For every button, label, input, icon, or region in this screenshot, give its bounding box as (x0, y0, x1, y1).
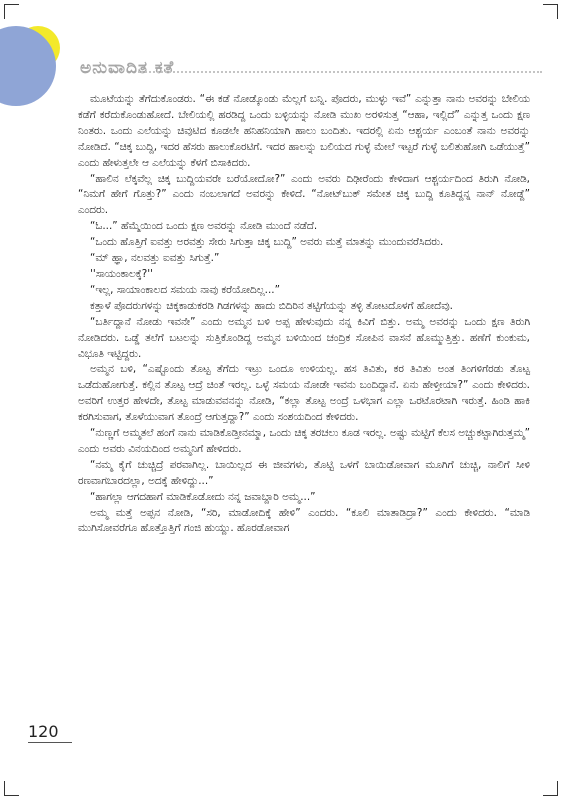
corner-decoration (0, 26, 62, 106)
paragraph: “ನಮ್ಮ ಕೈಗೆ ಚುಚ್ಚಿದ್ರೆ ಪರವಾಗಿಲ್ಲ. ಬಾಯಿಲ್ಲದ ಈ ಜೀವಗಳು, ತೊಟ್ಟಿ ಒಳಗೆ ಬಾಯಿಡೋವಾಗ ಮೂಗಿಗೆ ಚುಚ್ಚಿ, ನಾಲಿಗೆ ಸೀಳಿ ರಣವಾಗಬಾರದಲ್ಲಾ, ಅದಕ್ಕೆ ಹೇಳಿದ್ದು...” (78, 458, 530, 487)
paragraph: “ಬರ್ತಿದ್ದಾನೆ ನೋಡು ಇವನೇ” ಎಂದು ಅಮ್ಮನ ಬಳಿ ಅಪ್ಪ ಹೇಳುವುದು ನನ್ನ ಕಿವಿಗೆ ಬಿತ್ತು. ಅಮ್ಮ ಅವರನ್ನು ಒಂದು ಕ್ಷಣ ತಿರುಗಿ ನೋಡಿದರು. ಒಡ್ಡೆ ತಲೆಗೆ ಬಟಲನ್ನು ಸುತ್ತಿಕೊಂಡಿದ್ದ ಅಮ್ಮನ ಬಳಿಯಿಂದ ಚಂದ್ರಿಕ ಸೋಪಿನ ವಾಸನೆ ಹೊಮ್ಮುತ್ತಿತ್ತು. ಹಣೆಗೆ ಕುಂಕುಮ, ವಿಭೂತಿ ಇಟ್ಟಿದ್ದರು. (78, 315, 530, 360)
paragraph: ಕತ್ತಾಳೆ ಪೊದರುಗಳನ್ನು ಚಿಕ್ಕಕಾಡುಕರಡಿ ಗಿಡಗಳನ್ನು ಹಾದು ಬಿದಿರಿನ ತಟ್ಟಿಗೆಯನ್ನು ತಳ್ಳಿ ತೋಟದೊಳಗೆ ಹೋದೆವು. (90, 299, 453, 312)
paragraph: “ಓ...” ಹೆಮ್ಮೆಯಿಂದ ಒಂದು ಕ್ಷಣ ಅವರನ್ನು ನೋಡಿ ಮುಂದೆ ನಡೆದೆ. (90, 220, 318, 233)
paragraph: “ಹಾಲಿನ ಲೆಕ್ಕವೆಲ್ಲ ಚಿಕ್ಕ ಬುದ್ದಿಯವರೇ ಬರೆಯೋದೋ?” ಎಂದು ಅವರು ದಿಢೀರೆಂದು ಕೇಳಿದಾಗ ಆಶ್ಚರ್ಯದಿಂದ ತಿರುಗಿ ನೋಡಿ, “ನಿಮಗೆ ಹೇಗೆ ಗೊತ್ತು?” ಎಂದು ನಂಬಲಾಗದೆ ಅವರನ್ನು ಕೇಳಿದೆ. “ನೋಟ್‍ಬುಕ್ ಸಮೇತ ಚಿಕ್ಕ ಬುದ್ದಿ ಕೂತಿದ್ದನ್ನ ನಾನ್ ನೋಡ್ದೆ” ಎಂದರು. (78, 172, 530, 217)
paragraph: “ಮ್ ಹ್ಞಾ, ನಲವತ್ತು ಐವತ್ತು ಸಿಗುತ್ತೆ.” (90, 252, 220, 265)
crop-mark-top-left (4, 4, 19, 19)
paragraph: “ಇಲ್ಲ, ಸಾಯಾಂಕಾಲದ ಸಮಯ ನಾವು ಕರೆಯೋದಿಲ್ಲ...” (90, 283, 280, 296)
crop-mark-bottom-left (4, 781, 19, 796)
page-number: 120 (28, 722, 59, 741)
paragraph: ಅಮ್ಮ ಮತ್ತೆ ಅಪ್ಪನ ನೋಡಿ, “ಸರಿ, ಮಾಡೋದಿಕ್ಕೆ ಹೇಳಿ” ಎಂದರು. “ಕೂಲಿ ಮಾತಾಡಿದ್ರಾ?” ಎಂದು ಕೇಳಿದರು. “ಮಾಡಿ ಮುಗಿಸೋವರೆಗೂ ಹೊತ್ತೊತ್ತಿಗೆ ಗಂಜಿ ಹುಯ್ದು. ಹೊರಡೋವಾಗ (78, 506, 530, 535)
paragraph: “ಹಾಗಲ್ಲಾ ಆಗದಹಾಗೆ ಮಾಡಿಕೊಡೋದು ನನ್ನ ಜವಾಬ್ದಾರಿ ಅಮ್ಮ...” (90, 490, 316, 503)
paragraph: “ನುಣ್ಣಗೆ ಅಮ್ಮತಲೆ ಹಂಗೆ ನಾನು ಮಾಡಿಕೊಡ್ತೀನಮ್ಮಾ, ಒಂದು ಚಿಕ್ಕ ತರಚಲು ಕೂಡ ಇರಲ್ಲ. ಅಷ್ಟು ಮಟ್ಟಿಗೆ ಕೆಲಸ ಅಚ್ಚುಕಟ್ಟಾಗಿರುತ್ತಮ್ಮ” ಎಂದು ಅವರು ವಿನಯದಿಂದ ಅಮ್ಮನಿಗೆ ಹೇಳಿದರು. (78, 427, 530, 455)
page-number-rule (28, 742, 72, 743)
section-title: ಅನುವಾದಿತ ಕತೆ (80, 58, 175, 78)
paragraph: ಅಮ್ಮನ ಬಳಿ, “ಎಷ್ಟೊಂದು ತೊಟ್ಟ ತೆಗೆದು ಇಟ್ರು ಒಂದೂ ಉಳಿಯಲ್ಲ. ಹಸ ತಿವಿತು, ಕರ ತಿವಿತು ಅಂತ ತಿಂಗಳಿಗೆರಡು ತೊಟ್ಟ ಒಡೆದುಹೋಗುತ್ತೆ. ಕಲ್ಲಿನ ತೊಟ್ಟ ಆದ್ರೆ ಚಿಂತೆ ಇರಲ್ಲ. ಒಳ್ಳೆ ಸಮಯ ನೋಡೇ ಇವನು ಬಂದಿದ್ದಾನೆ. ಏನು ಹೇಳ್ತೀಯಾ?” ಎಂದು ಕೇಳಿದರು. ಅವರಿಗೆ ಉತ್ತರ ಹೇಳದೇ, ತೊಟ್ಟ ಮಾಡುವವನನ್ನು ನೋಡಿ, “ಕಲ್ಲಾ ತೊಟ್ಟ ಅಂದ್ರೆ ಒಳಭಾಗ ಎಲ್ಲಾ ಒರಟೊರಟಾಗಿ ಇರುತ್ತೆ. ಹಿಂಡಿ ಹಾಕಿ ಕರಗಿಸುವಾಗ, ತೊಳೆಯುವಾಗ ತೊಂದ್ರೆ ಆಗುತ್ತದ್ದಾ?” ಎಂದು ಸಂಶಯದಿಂದ ಕೇಳಿದರು. (78, 363, 530, 424)
paragraph: ''ಸಾಯಂಕಾಲಕ್ಕೆ?'' (90, 267, 154, 280)
header-dotted-rule (138, 71, 542, 73)
paragraph: ಮೂಟೆಯನ್ನು ತೆಗೆದುಕೊಂಡರು. “ಈ ಕಡೆ ನೋಡ್ಕೊಂಡು ಮೆಲ್ಲಗೆ ಬನ್ನಿ. ಪೊದರು, ಮುಳ್ಳು ಇವೆ” ಎನ್ನುತ್ತಾ ನಾನು ಅವರನ್ನು ಬೇಲಿಯ ಕಡೆಗೆ ಕರೆದುಕೊಂಡುಹೋದೆ. ಬೇಲಿಯಲ್ಲಿ ಹರಡಿದ್ದ ಒಂದು ಬಳ್ಳಿಯನ್ನು ನೋಡಿ ಮುಖ ಅರಳಿಸುತ್ತ “ಆಹಾ, ಇಲ್ಲಿದೆ” ಎನ್ನುತ್ತ ಒಂದು ಕ್ಷಣ ನಿಂತರು. ಒಂದು ಎಲೆಯನ್ನು ಚಿವುಟಿದ ಕೂಡಲೇ ಹನಿಹನಿಯಾಗಿ ಹಾಲು ಬಂದಿತು. ಇದರಲ್ಲಿ ಏನು ಆಶ್ಚರ್ಯ ಎಂಬಂತೆ ನಾನು ಅವರನ್ನು ನೋಡಿದೆ. “ಚಿಕ್ಕ ಬುದ್ದಿ, ಇದರ ಹೆಸರು ಹಾಲುಕೊರಟಿಗೆ. ಇದರ ಹಾಲನ್ನು ಬಲಿಯದ ಗುಳ್ಳೆ ಮೇಲೆ ಇಟ್ಟರೆ ಗುಳ್ಳೆ ಬಲಿತುಹೋಗಿ ಒಡೆಯುತ್ತೆ” ಎಂದು ಹೇಳುತ್ತಲೇ ಆ ಎಲೆಯನ್ನು ಕೆಳಗೆ ಬಿಸಾಕಿದರು. (78, 93, 530, 169)
paragraph: “ಒಂದು ಹೊತ್ತಿಗೆ ಐವತ್ತು ಅರವತ್ತು ಸೇರು ಸಿಗುತ್ತಾ ಚಿಕ್ಕ ಬುದ್ದಿ” ಅವರು ಮತ್ತೆ ಮಾತನ್ನು ಮುಂದುವರೆಸಿದರು. (90, 236, 444, 249)
crop-mark-top-right (543, 4, 558, 19)
crop-mark-bottom-right (543, 781, 558, 796)
story-body (78, 92, 530, 537)
